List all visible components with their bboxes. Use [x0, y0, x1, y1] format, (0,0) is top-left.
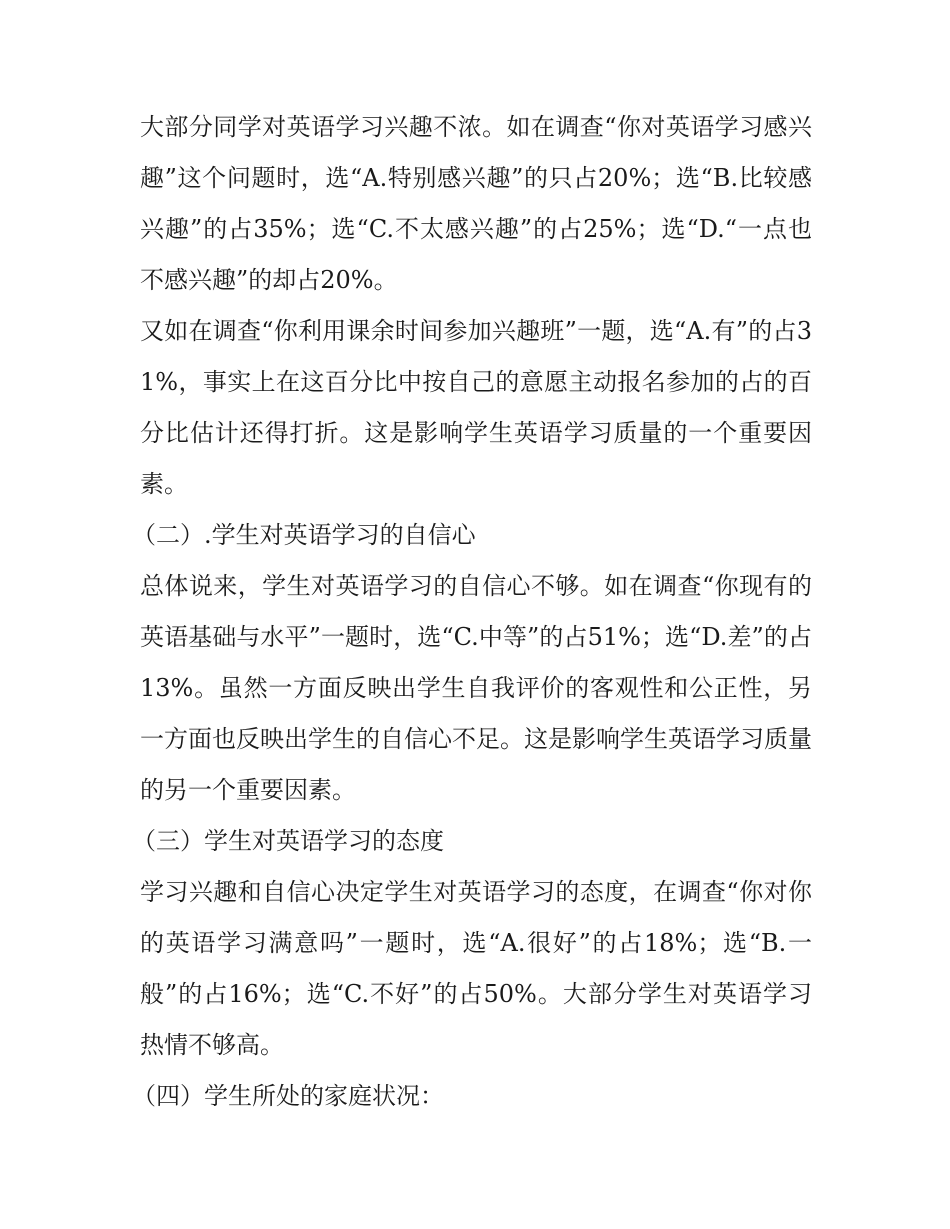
document-body	[132, 102, 812, 1122]
section-heading-family: （四）学生所处的家庭状况：	[132, 1082, 444, 1110]
paragraph-interest-class: 又如在调查“你利用课余时间参加兴趣班”一题，选“A.有”的占31%，事实上在这百分比中按自己的意愿主动报名参加的占的百分比估计还得打折。这是影响学生英语学习质量的一个重要因素。	[140, 317, 812, 498]
paragraph-confidence: 总体说来，学生对英语学习的自信心不够。如在调查“你现有的英语基础与水平”一题时，选“C.中等”的占51%；选“D.差”的占13%。虽然一方面反映出学生自我评价的客观性和公正性，另一方面也反映出学生的自信心不足。这是影响学生英语学习质量的另一个重要因素。	[140, 572, 812, 804]
section-heading-attitude: （三）学生对英语学习的态度	[132, 827, 444, 855]
section-heading-confidence: （二）.学生对英语学习的自信心	[132, 521, 476, 549]
paragraph-interest: 大部分同学对英语学习兴趣不浓。如在调查“你对英语学习感兴趣”这个问题时，选“A.特别感兴趣”的只占20%；选“B.比较感兴趣”的占35%；选“C.不太感兴趣”的占25%；选“D.“一点也不感兴趣”的却占20%。	[140, 113, 812, 294]
paragraph-attitude: 学习兴趣和自信心决定学生对英语学习的态度，在调查“你对你的英语学习满意吗”一题时，选“A.很好”的占18%；选“B.一般”的占16%；选“C.不好”的占50%。大部分学生对英语学习热情不够高。	[140, 878, 812, 1059]
